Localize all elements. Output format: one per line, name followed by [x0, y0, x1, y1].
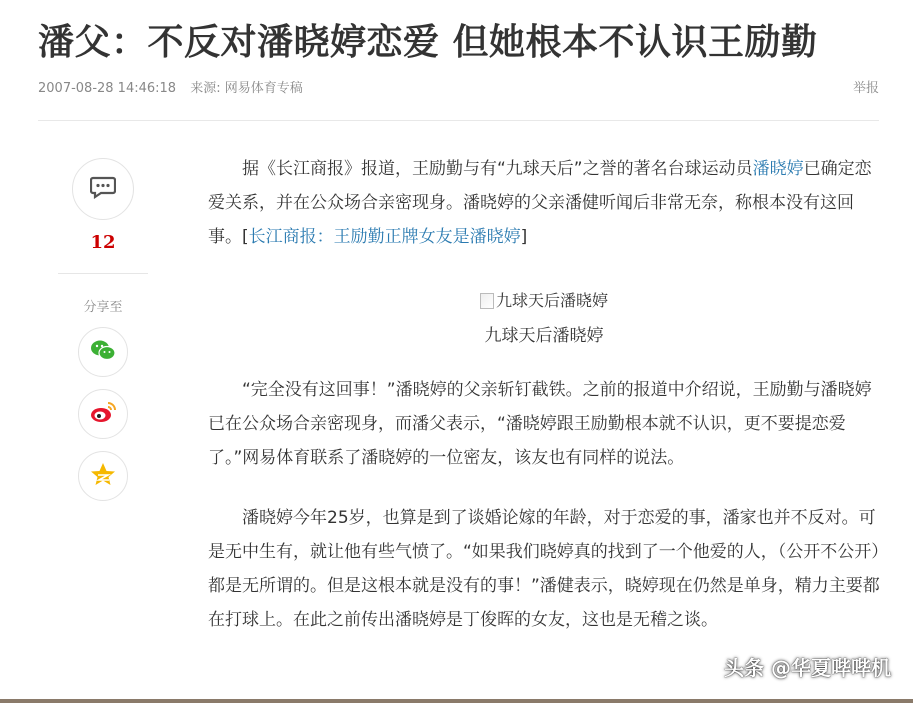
comment-count[interactable]: 12 — [90, 232, 116, 253]
link-pan-xiaoting[interactable]: 潘晓婷 — [752, 159, 804, 179]
watermark: 头条 @华夏哔哔机 — [724, 656, 891, 680]
bottom-bar — [0, 699, 913, 703]
paragraph-2: “完全没有这回事！”潘晓婷的父亲斩钉截铁。之前的报道中介绍说，王励勤与潘晓婷已在公众场合亲密现身，而潘父表示，“潘晓婷跟王励勤根本就不认识，更不要提恋爱了。”网易体育联系了潘晓婷的一位密友，该友也有同样的说法。 — [208, 380, 872, 468]
weibo-icon — [89, 400, 117, 428]
paragraph-text: ] — [520, 227, 528, 247]
article-meta — [38, 77, 303, 96]
article-body — [208, 152, 880, 637]
report-link[interactable]: 举报 — [852, 81, 879, 96]
comment-button[interactable] — [72, 158, 134, 220]
image-alt-text: 九球天后潘晓婷 — [495, 291, 608, 310]
qzone-icon — [90, 462, 116, 490]
article-figure — [208, 287, 880, 351]
share-qzone-button[interactable] — [78, 451, 128, 501]
sidebar — [58, 158, 148, 513]
paragraph-3: 潘晓婷今年25岁，也算是到了谈婚论嫁的年龄，对于恋爱的事，潘家也并不反对。可是无中生有，就让他有些气愤了。“如果我们晓婷真的找到了一个他爱的人，（公开不公开）都是无所谓的。但是这根本就是没有的事！”潘健表示，晓婷现在仍然是单身，精力主要都在打球上。在此之前传出潘晓婷是丁俊晖的女友，这也是无稽之谈。 — [208, 508, 880, 630]
share-label: 分享至 — [83, 300, 123, 315]
share-weibo-button[interactable] — [78, 389, 128, 439]
article-source: 来源: 网易体育专稿 — [190, 81, 303, 96]
share-wechat-button[interactable] — [78, 327, 128, 377]
broken-image — [480, 287, 608, 315]
comment-icon — [90, 175, 116, 203]
header-divider — [38, 120, 879, 121]
sidebar-divider — [58, 273, 148, 274]
paragraph-text: 已确定恋爱关系，并在公众场合亲密现身。潘晓婷的父亲潘健听闻后非常无奈，称根本没有这回事。[ — [208, 159, 872, 247]
link-related-article[interactable]: 长江商报：王励勤正牌女友是潘晓婷 — [248, 227, 521, 247]
article-title: 潘父：不反对潘晓婷恋爱 但她根本不认识王励勤 — [38, 22, 818, 63]
paragraph-text: 据《长江商报》报道，王励勤与有“九球天后”之誉的著名台球运动员 — [242, 159, 753, 179]
wechat-icon — [89, 338, 117, 366]
broken-image-icon — [480, 293, 494, 309]
paragraph-1 — [208, 152, 880, 254]
image-caption: 九球天后潘晓婷 — [484, 326, 604, 346]
publish-datetime: 2007-08-28 14:46:18 — [38, 81, 177, 96]
